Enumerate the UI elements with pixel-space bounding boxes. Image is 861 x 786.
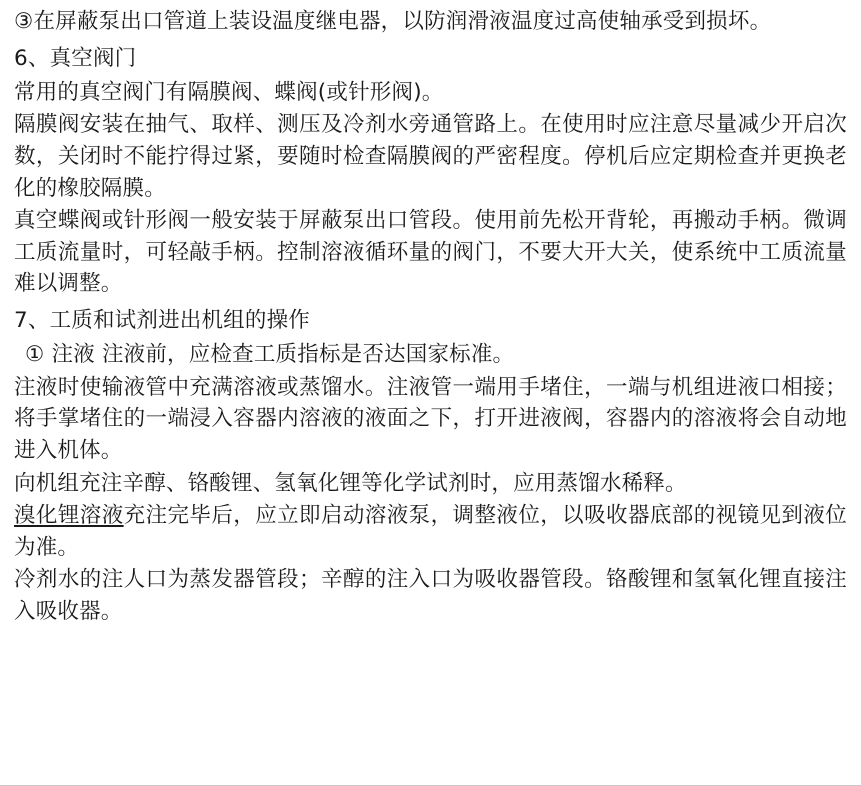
paragraph-lithium-bromide [14,500,847,563]
paragraph-diaphragm-valve: 隔膜阀安装在抽气、取样、测压及冷剂水旁通管路上。在使用时应注意尽量减少开启次数，关闭时不能拧得过紧，要随时检查隔膜阀的严密程度。停机后应定期检查并更换老化的橡胶隔膜。 [14,112,847,201]
underlined-term-lithium-bromide: 溴化锂溶液 [14,503,124,529]
paragraph-common-valves: 常用的真空阀门有隔膜阀、蝶阀(或针形阀)。 [14,79,444,105]
paragraph-filling-intro: ① 注液 注液前，应检查工质指标是否达国家标准。 [25,342,515,368]
paragraph-lithium-bromide-rest: 充注完毕后，应立即启动溶液泵，调整液位，以吸收器底部的视镜见到液位为准。 [14,503,847,560]
paragraph-temp-relay: ③在屏蔽泵出口管道上装设温度继电器，以防润滑液温度过高使轴承受到损坏。 [14,9,772,34]
paragraph-butterfly-valve: 真空蝶阀或针形阀一般安装于屏蔽泵出口管段。使用前先松开背轮，再搬动手柄。微调工质流量时，可轻敲手柄。控制溶液循环量的阀门，不要大开大关，使系统中工质流量难以调整。 [14,208,847,297]
heading-medium-reagent: 7、工质和试剂进出机组的操作 [14,308,310,333]
heading-vacuum-valve: 6、真空阀门 [14,45,137,71]
paragraph-filling-method: 注液时使输液管中充满溶液或蒸馏水。注液管一端用手堵住，一端与机组进液口相接；将手掌堵住的一端浸入容器内溶液的液面之下，打开进液阀，容器内的溶液将会自动地进入机体。 [14,374,847,464]
paragraph-inlet-ports: 冷剂水的注人口为蒸发器管段；辛醇的注入口为吸收器管段。铬酸锂和氢氧化锂直接注入吸收器。 [14,567,847,624]
paragraph-chemical-reagents: 向机组充注辛醇、铬酸锂、氢氧化锂等化学试剂时，应用蒸馏水稀释。 [14,470,687,496]
